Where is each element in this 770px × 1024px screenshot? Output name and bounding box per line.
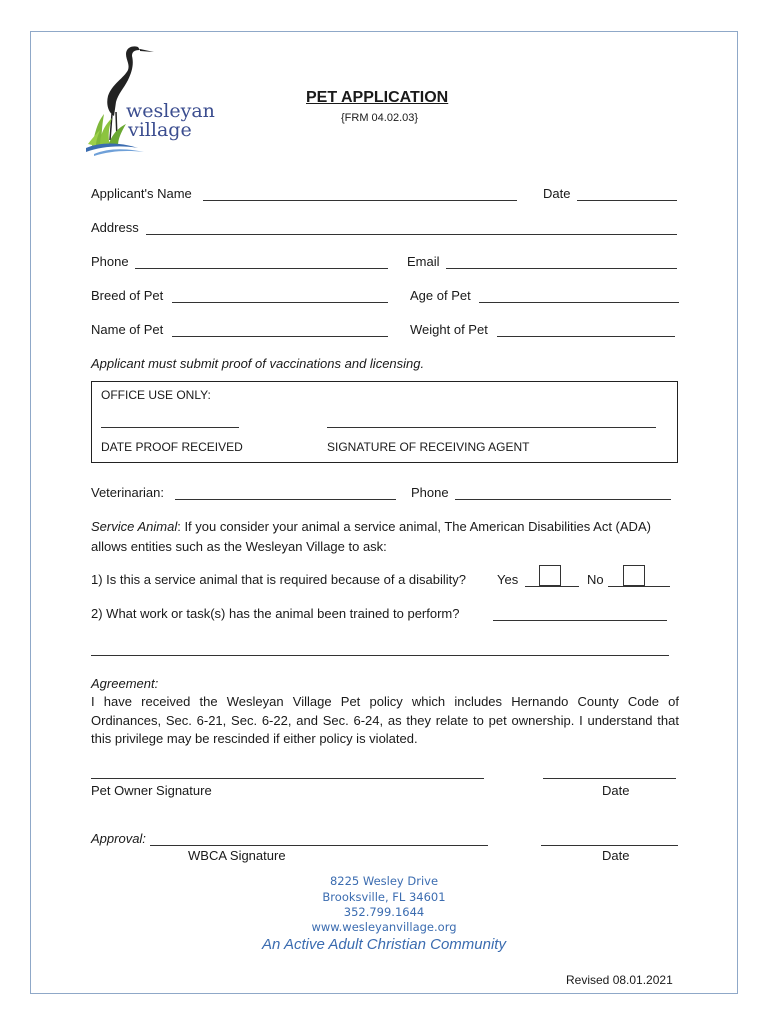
applicant-name-field[interactable] <box>203 200 517 201</box>
vet-phone-field[interactable] <box>455 499 671 500</box>
address-field[interactable] <box>146 234 677 235</box>
footer-phone: 352.799.1644 <box>343 905 425 919</box>
phone-field[interactable] <box>135 268 388 269</box>
revised-date: Revised 08.01.2021 <box>566 973 673 987</box>
weight-label: Weight of Pet <box>410 322 488 337</box>
breed-label: Breed of Pet <box>91 288 164 303</box>
address-label: Address <box>91 220 139 235</box>
footer-tagline: An Active Adult Christian Community <box>262 936 506 953</box>
wbca-date-label: Date <box>602 848 630 863</box>
email-label: Email <box>407 254 440 269</box>
service-animal-text-line1 <box>91 519 651 534</box>
age-label: Age of Pet <box>410 288 471 303</box>
no-checkbox[interactable] <box>623 565 645 586</box>
pet-name-field[interactable] <box>172 336 388 337</box>
wbca-signature-label: WBCA Signature <box>188 848 286 863</box>
weight-field[interactable] <box>497 336 675 337</box>
page-title: PET APPLICATION <box>306 89 449 106</box>
date-proof-field[interactable] <box>101 427 239 428</box>
logo-wordmark-line1: wesleyan <box>126 100 215 122</box>
footer-website: www.wesleyanvillage.org <box>311 920 457 934</box>
no-label: No <box>587 572 604 587</box>
owner-signature-label: Pet Owner Signature <box>91 783 212 798</box>
agreement-body: I have received the Wesleyan Village Pet policy which includes Hernando County Code of Ordinances, Sec. 6-21, Sec. 6-22, and Sec. 6-24, as they relate to pet ownership. I understand that this privilege may be rescinded if either policy is violated. <box>91 694 679 746</box>
owner-date-field[interactable] <box>543 778 676 779</box>
owner-date-label: Date <box>602 783 630 798</box>
footer-street: 8225 Wesley Drive <box>329 874 439 888</box>
yes-label: Yes <box>497 572 519 587</box>
age-field[interactable] <box>479 302 679 303</box>
approval-label: Approval: <box>91 831 146 846</box>
vet-phone-label: Phone <box>411 485 449 500</box>
agent-signature-field[interactable] <box>327 427 656 428</box>
office-use-heading: OFFICE USE ONLY: <box>101 388 211 402</box>
wbca-date-field[interactable] <box>541 845 678 846</box>
pet-name-label: Name of Pet <box>91 322 164 337</box>
vet-field[interactable] <box>175 499 396 500</box>
yes-underline <box>525 586 579 587</box>
agreement-heading: Agreement: <box>91 676 159 691</box>
owner-signature-field[interactable] <box>91 778 484 779</box>
service-animal-text1: : If you consider your animal a service animal, The American Disabilities Act (ADA) <box>177 519 651 534</box>
question-1: 1) Is this a service animal that is required because of a disability? <box>91 572 467 587</box>
email-field[interactable] <box>446 268 677 269</box>
logo-wordmark-line2: village <box>128 119 192 141</box>
date-label: Date <box>543 186 571 201</box>
applicant-name-label: Applicant's Name <box>91 186 192 201</box>
form-code: {FRM 04.02.03} <box>341 112 419 124</box>
question-2-field[interactable] <box>493 620 667 621</box>
phone-label: Phone <box>91 254 129 269</box>
question-2-field-continued[interactable] <box>91 655 669 656</box>
no-underline <box>608 586 670 587</box>
yes-checkbox[interactable] <box>539 565 561 586</box>
agent-signature-label: SIGNATURE OF RECEIVING AGENT <box>327 440 530 454</box>
footer-city: Brooksville, FL 34601 <box>322 890 446 904</box>
page-border <box>30 31 738 994</box>
wbca-signature-field[interactable] <box>150 845 488 846</box>
breed-field[interactable] <box>172 302 388 303</box>
service-animal-text-line2: allows entities such as the Wesleyan Village to ask: <box>91 539 387 554</box>
date-proof-label: DATE PROOF RECEIVED <box>101 440 243 454</box>
date-field[interactable] <box>577 200 677 201</box>
vet-label: Veterinarian: <box>91 485 164 500</box>
proof-note: Applicant must submit proof of vaccinations and licensing. <box>91 356 425 371</box>
question-2: 2) What work or task(s) has the animal been trained to perform? <box>91 606 460 621</box>
service-animal-lead: Service Animal <box>91 519 178 534</box>
